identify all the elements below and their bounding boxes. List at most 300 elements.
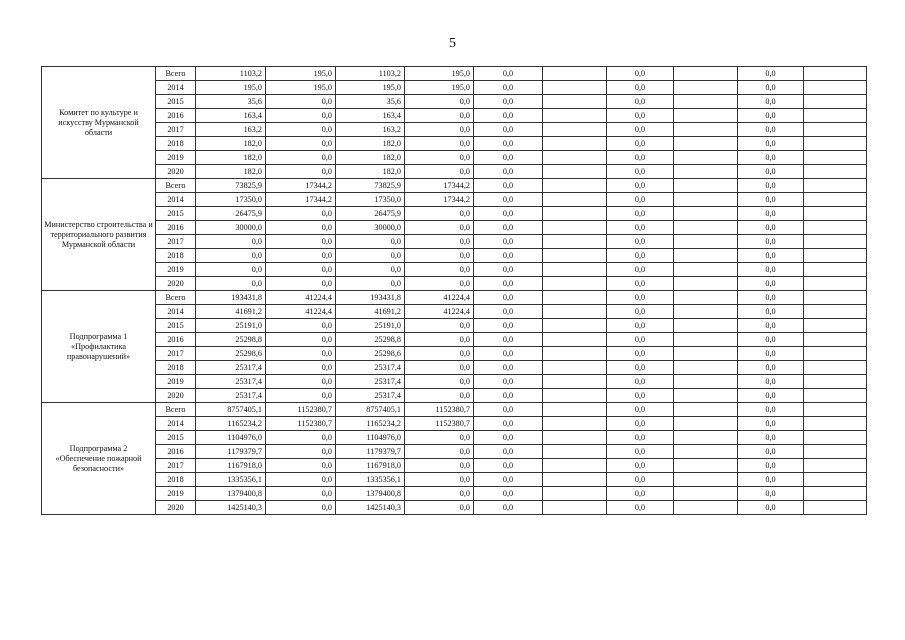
value-cell: 17344,2: [405, 179, 474, 193]
value-cell: 195,0: [196, 81, 266, 95]
value-cell: 25317,4: [196, 389, 266, 403]
empty-cell: [674, 179, 738, 193]
table-row: [42, 123, 867, 137]
value-cell: 0,0: [738, 431, 804, 445]
value-cell: 0,0: [607, 389, 674, 403]
value-cell: 0,0: [196, 235, 266, 249]
value-cell: 0,0: [607, 487, 674, 501]
value-cell: 0,0: [474, 431, 543, 445]
value-cell: 0,0: [607, 445, 674, 459]
table-row: [42, 151, 867, 165]
value-cell: 182,0: [196, 165, 266, 179]
value-cell: 0,0: [738, 67, 804, 81]
empty-cell: [543, 165, 607, 179]
value-cell: 0,0: [607, 333, 674, 347]
value-cell: 0,0: [607, 151, 674, 165]
empty-cell: [804, 207, 867, 221]
value-cell: 0,0: [607, 263, 674, 277]
year-cell: 2020: [156, 501, 196, 515]
value-cell: 0,0: [738, 333, 804, 347]
value-cell: 195,0: [405, 67, 474, 81]
value-cell: 0,0: [738, 403, 804, 417]
value-cell: 41691,2: [336, 305, 405, 319]
value-cell: 195,0: [266, 67, 336, 81]
value-cell: 0,0: [738, 109, 804, 123]
table-row: [42, 403, 867, 417]
value-cell: 0,0: [266, 319, 336, 333]
value-cell: 0,0: [738, 249, 804, 263]
value-cell: 1335356,1: [336, 473, 405, 487]
empty-cell: [804, 445, 867, 459]
value-cell: 0,0: [607, 95, 674, 109]
value-cell: 17344,2: [266, 179, 336, 193]
empty-cell: [674, 249, 738, 263]
empty-cell: [543, 249, 607, 263]
value-cell: 17344,2: [266, 193, 336, 207]
value-cell: 35,6: [336, 95, 405, 109]
value-cell: 0,0: [607, 221, 674, 235]
empty-cell: [804, 123, 867, 137]
value-cell: 0,0: [607, 277, 674, 291]
group-name-cell: Подпрограмма 1 «Профилактика правонарушений»: [42, 291, 156, 403]
value-cell: 0,0: [607, 501, 674, 515]
empty-cell: [674, 109, 738, 123]
empty-cell: [674, 193, 738, 207]
table-row: [42, 361, 867, 375]
value-cell: 0,0: [738, 459, 804, 473]
value-cell: 1167918,0: [196, 459, 266, 473]
value-cell: 0,0: [266, 459, 336, 473]
value-cell: 0,0: [738, 305, 804, 319]
value-cell: 0,0: [738, 193, 804, 207]
table-row: [42, 67, 867, 81]
value-cell: 0,0: [738, 487, 804, 501]
value-cell: 0,0: [607, 81, 674, 95]
value-cell: 0,0: [607, 361, 674, 375]
empty-cell: [674, 459, 738, 473]
value-cell: 0,0: [266, 263, 336, 277]
value-cell: 0,0: [607, 375, 674, 389]
empty-cell: [543, 431, 607, 445]
value-cell: 0,0: [405, 389, 474, 403]
empty-cell: [674, 277, 738, 291]
year-cell: 2017: [156, 235, 196, 249]
year-cell: 2014: [156, 417, 196, 431]
value-cell: 0,0: [738, 123, 804, 137]
empty-cell: [543, 109, 607, 123]
value-cell: 0,0: [474, 305, 543, 319]
value-cell: 1165234,2: [196, 417, 266, 431]
value-cell: 0,0: [474, 473, 543, 487]
table-row: [42, 95, 867, 109]
value-cell: 195,0: [336, 81, 405, 95]
value-cell: 193431,8: [196, 291, 266, 305]
table-row: [42, 431, 867, 445]
table-row: [42, 109, 867, 123]
value-cell: 0,0: [738, 165, 804, 179]
value-cell: 0,0: [196, 263, 266, 277]
value-cell: 0,0: [474, 487, 543, 501]
value-cell: 0,0: [336, 263, 405, 277]
value-cell: 0,0: [607, 207, 674, 221]
empty-cell: [543, 277, 607, 291]
table-row: [42, 235, 867, 249]
value-cell: 182,0: [196, 151, 266, 165]
value-cell: 0,0: [266, 249, 336, 263]
empty-cell: [543, 375, 607, 389]
empty-cell: [543, 305, 607, 319]
value-cell: 25298,8: [196, 333, 266, 347]
year-cell: 2015: [156, 95, 196, 109]
empty-cell: [804, 193, 867, 207]
empty-cell: [674, 473, 738, 487]
empty-cell: [674, 165, 738, 179]
year-cell: 2015: [156, 207, 196, 221]
value-cell: 163,4: [196, 109, 266, 123]
year-cell: 2020: [156, 389, 196, 403]
value-cell: 0,0: [738, 417, 804, 431]
empty-cell: [543, 291, 607, 305]
value-cell: 0,0: [607, 347, 674, 361]
empty-cell: [543, 235, 607, 249]
value-cell: 0,0: [474, 67, 543, 81]
value-cell: 41224,4: [266, 291, 336, 305]
year-cell: 2016: [156, 109, 196, 123]
empty-cell: [674, 95, 738, 109]
value-cell: 0,0: [266, 221, 336, 235]
empty-cell: [804, 235, 867, 249]
empty-cell: [543, 487, 607, 501]
value-cell: 1104976,0: [336, 431, 405, 445]
year-cell: 2015: [156, 431, 196, 445]
value-cell: 25191,0: [196, 319, 266, 333]
empty-cell: [543, 123, 607, 137]
value-cell: 1152380,7: [405, 403, 474, 417]
empty-cell: [543, 193, 607, 207]
empty-cell: [804, 375, 867, 389]
value-cell: 73825,9: [336, 179, 405, 193]
value-cell: 0,0: [405, 501, 474, 515]
year-cell: 2014: [156, 81, 196, 95]
value-cell: 0,0: [405, 221, 474, 235]
value-cell: 0,0: [474, 81, 543, 95]
year-cell: 2018: [156, 249, 196, 263]
empty-cell: [674, 235, 738, 249]
value-cell: 0,0: [607, 403, 674, 417]
value-cell: 0,0: [266, 95, 336, 109]
year-cell: Всего: [156, 67, 196, 81]
value-cell: 0,0: [738, 81, 804, 95]
empty-cell: [804, 277, 867, 291]
value-cell: 0,0: [405, 151, 474, 165]
value-cell: 0,0: [474, 445, 543, 459]
value-cell: 0,0: [474, 207, 543, 221]
value-cell: 163,2: [336, 123, 405, 137]
year-cell: Всего: [156, 291, 196, 305]
value-cell: 0,0: [474, 417, 543, 431]
value-cell: 0,0: [607, 291, 674, 305]
empty-cell: [804, 305, 867, 319]
table-row: [42, 417, 867, 431]
empty-cell: [674, 221, 738, 235]
value-cell: 0,0: [474, 137, 543, 151]
empty-cell: [804, 501, 867, 515]
value-cell: 0,0: [474, 277, 543, 291]
value-cell: 0,0: [607, 137, 674, 151]
empty-cell: [543, 459, 607, 473]
empty-cell: [804, 431, 867, 445]
year-cell: 2016: [156, 221, 196, 235]
value-cell: 25298,6: [196, 347, 266, 361]
value-cell: 0,0: [474, 347, 543, 361]
empty-cell: [543, 445, 607, 459]
value-cell: 0,0: [405, 109, 474, 123]
value-cell: 0,0: [266, 375, 336, 389]
value-cell: 41224,4: [405, 305, 474, 319]
empty-cell: [674, 137, 738, 151]
empty-cell: [543, 347, 607, 361]
value-cell: 0,0: [474, 179, 543, 193]
year-cell: 2018: [156, 137, 196, 151]
value-cell: 25317,4: [336, 375, 405, 389]
empty-cell: [804, 249, 867, 263]
year-cell: 2019: [156, 263, 196, 277]
value-cell: 0,0: [474, 319, 543, 333]
value-cell: 0,0: [607, 109, 674, 123]
value-cell: 0,0: [474, 193, 543, 207]
value-cell: 0,0: [738, 179, 804, 193]
value-cell: 73825,9: [196, 179, 266, 193]
value-cell: 0,0: [405, 473, 474, 487]
table-row: [42, 389, 867, 403]
value-cell: 0,0: [336, 235, 405, 249]
empty-cell: [674, 389, 738, 403]
value-cell: 195,0: [266, 81, 336, 95]
empty-cell: [543, 389, 607, 403]
value-cell: 0,0: [474, 221, 543, 235]
value-cell: 0,0: [607, 67, 674, 81]
year-cell: Всего: [156, 179, 196, 193]
empty-cell: [674, 361, 738, 375]
empty-cell: [804, 319, 867, 333]
table-row: [42, 305, 867, 319]
value-cell: 0,0: [607, 235, 674, 249]
year-cell: 2019: [156, 487, 196, 501]
empty-cell: [543, 81, 607, 95]
year-cell: 2017: [156, 123, 196, 137]
value-cell: 0,0: [405, 263, 474, 277]
value-cell: 0,0: [474, 333, 543, 347]
year-cell: 2018: [156, 473, 196, 487]
value-cell: 1179379,7: [336, 445, 405, 459]
value-cell: 0,0: [738, 389, 804, 403]
value-cell: 8757405,1: [336, 403, 405, 417]
value-cell: 0,0: [474, 291, 543, 305]
year-cell: 2020: [156, 277, 196, 291]
value-cell: 0,0: [738, 95, 804, 109]
empty-cell: [804, 109, 867, 123]
table-row: [42, 137, 867, 151]
table-row: [42, 347, 867, 361]
empty-cell: [674, 333, 738, 347]
value-cell: 1425140,3: [336, 501, 405, 515]
value-cell: 25298,6: [336, 347, 405, 361]
value-cell: 0,0: [405, 375, 474, 389]
empty-cell: [674, 431, 738, 445]
value-cell: 41224,4: [266, 305, 336, 319]
empty-cell: [543, 179, 607, 193]
value-cell: 0,0: [405, 207, 474, 221]
value-cell: 182,0: [336, 137, 405, 151]
empty-cell: [543, 221, 607, 235]
value-cell: 0,0: [266, 333, 336, 347]
value-cell: 0,0: [405, 361, 474, 375]
table-row: [42, 375, 867, 389]
value-cell: 17350,0: [336, 193, 405, 207]
value-cell: 8757405,1: [196, 403, 266, 417]
empty-cell: [674, 417, 738, 431]
value-cell: 41224,4: [405, 291, 474, 305]
value-cell: 0,0: [474, 165, 543, 179]
empty-cell: [804, 67, 867, 81]
budget-table: [41, 66, 867, 515]
empty-cell: [804, 291, 867, 305]
value-cell: 0,0: [738, 319, 804, 333]
empty-cell: [543, 501, 607, 515]
value-cell: 0,0: [738, 291, 804, 305]
empty-cell: [543, 137, 607, 151]
value-cell: 1103,2: [336, 67, 405, 81]
value-cell: 0,0: [474, 123, 543, 137]
value-cell: 35,6: [196, 95, 266, 109]
value-cell: 0,0: [474, 501, 543, 515]
group-name-cell: Министерство строительства и территориального развития Мурманской области: [42, 179, 156, 291]
value-cell: 0,0: [738, 277, 804, 291]
value-cell: 0,0: [266, 347, 336, 361]
value-cell: 1379400,8: [196, 487, 266, 501]
empty-cell: [674, 375, 738, 389]
value-cell: 0,0: [266, 361, 336, 375]
value-cell: 0,0: [266, 207, 336, 221]
year-cell: 2014: [156, 305, 196, 319]
table-row: [42, 291, 867, 305]
empty-cell: [804, 389, 867, 403]
empty-cell: [543, 319, 607, 333]
value-cell: 0,0: [266, 389, 336, 403]
empty-cell: [543, 361, 607, 375]
value-cell: 0,0: [405, 165, 474, 179]
year-cell: 2019: [156, 151, 196, 165]
table-row: [42, 459, 867, 473]
empty-cell: [674, 403, 738, 417]
year-cell: 2017: [156, 347, 196, 361]
table-row: [42, 249, 867, 263]
value-cell: 0,0: [738, 445, 804, 459]
value-cell: 0,0: [405, 431, 474, 445]
value-cell: 0,0: [474, 361, 543, 375]
table-row: [42, 445, 867, 459]
empty-cell: [804, 95, 867, 109]
value-cell: 0,0: [474, 249, 543, 263]
empty-cell: [674, 291, 738, 305]
year-cell: 2016: [156, 333, 196, 347]
empty-cell: [543, 95, 607, 109]
value-cell: 0,0: [738, 137, 804, 151]
empty-cell: [804, 81, 867, 95]
empty-cell: [804, 417, 867, 431]
table-row: [42, 179, 867, 193]
value-cell: 0,0: [738, 263, 804, 277]
empty-cell: [674, 81, 738, 95]
value-cell: 163,4: [336, 109, 405, 123]
empty-cell: [543, 151, 607, 165]
value-cell: 25317,4: [196, 361, 266, 375]
empty-cell: [674, 487, 738, 501]
value-cell: 25298,8: [336, 333, 405, 347]
empty-cell: [543, 67, 607, 81]
value-cell: 26475,9: [196, 207, 266, 221]
value-cell: 0,0: [196, 277, 266, 291]
value-cell: 0,0: [405, 319, 474, 333]
year-cell: Всего: [156, 403, 196, 417]
empty-cell: [674, 347, 738, 361]
year-cell: 2014: [156, 193, 196, 207]
value-cell: 0,0: [474, 95, 543, 109]
value-cell: 0,0: [405, 123, 474, 137]
empty-cell: [804, 361, 867, 375]
value-cell: 17350,0: [196, 193, 266, 207]
table-row: [42, 319, 867, 333]
table-row: [42, 263, 867, 277]
value-cell: 0,0: [405, 249, 474, 263]
value-cell: 0,0: [405, 333, 474, 347]
table-row: [42, 81, 867, 95]
value-cell: 0,0: [266, 445, 336, 459]
value-cell: 1335356,1: [196, 473, 266, 487]
value-cell: 30000,0: [336, 221, 405, 235]
value-cell: 0,0: [474, 151, 543, 165]
value-cell: 0,0: [266, 137, 336, 151]
value-cell: 0,0: [474, 459, 543, 473]
table-row: [42, 207, 867, 221]
value-cell: 0,0: [405, 95, 474, 109]
empty-cell: [804, 165, 867, 179]
value-cell: 0,0: [738, 473, 804, 487]
table-row: [42, 473, 867, 487]
value-cell: 0,0: [738, 361, 804, 375]
value-cell: 25317,4: [336, 389, 405, 403]
table-row: [42, 193, 867, 207]
value-cell: 1167918,0: [336, 459, 405, 473]
value-cell: 163,2: [196, 123, 266, 137]
table-row: [42, 333, 867, 347]
year-cell: 2020: [156, 165, 196, 179]
value-cell: 0,0: [266, 235, 336, 249]
value-cell: 0,0: [474, 109, 543, 123]
value-cell: 182,0: [336, 151, 405, 165]
empty-cell: [674, 67, 738, 81]
value-cell: 1104976,0: [196, 431, 266, 445]
value-cell: 0,0: [738, 501, 804, 515]
value-cell: 30000,0: [196, 221, 266, 235]
value-cell: 0,0: [607, 431, 674, 445]
empty-cell: [804, 221, 867, 235]
table-row: [42, 501, 867, 515]
year-cell: 2019: [156, 375, 196, 389]
value-cell: 0,0: [266, 473, 336, 487]
empty-cell: [674, 319, 738, 333]
empty-cell: [543, 263, 607, 277]
